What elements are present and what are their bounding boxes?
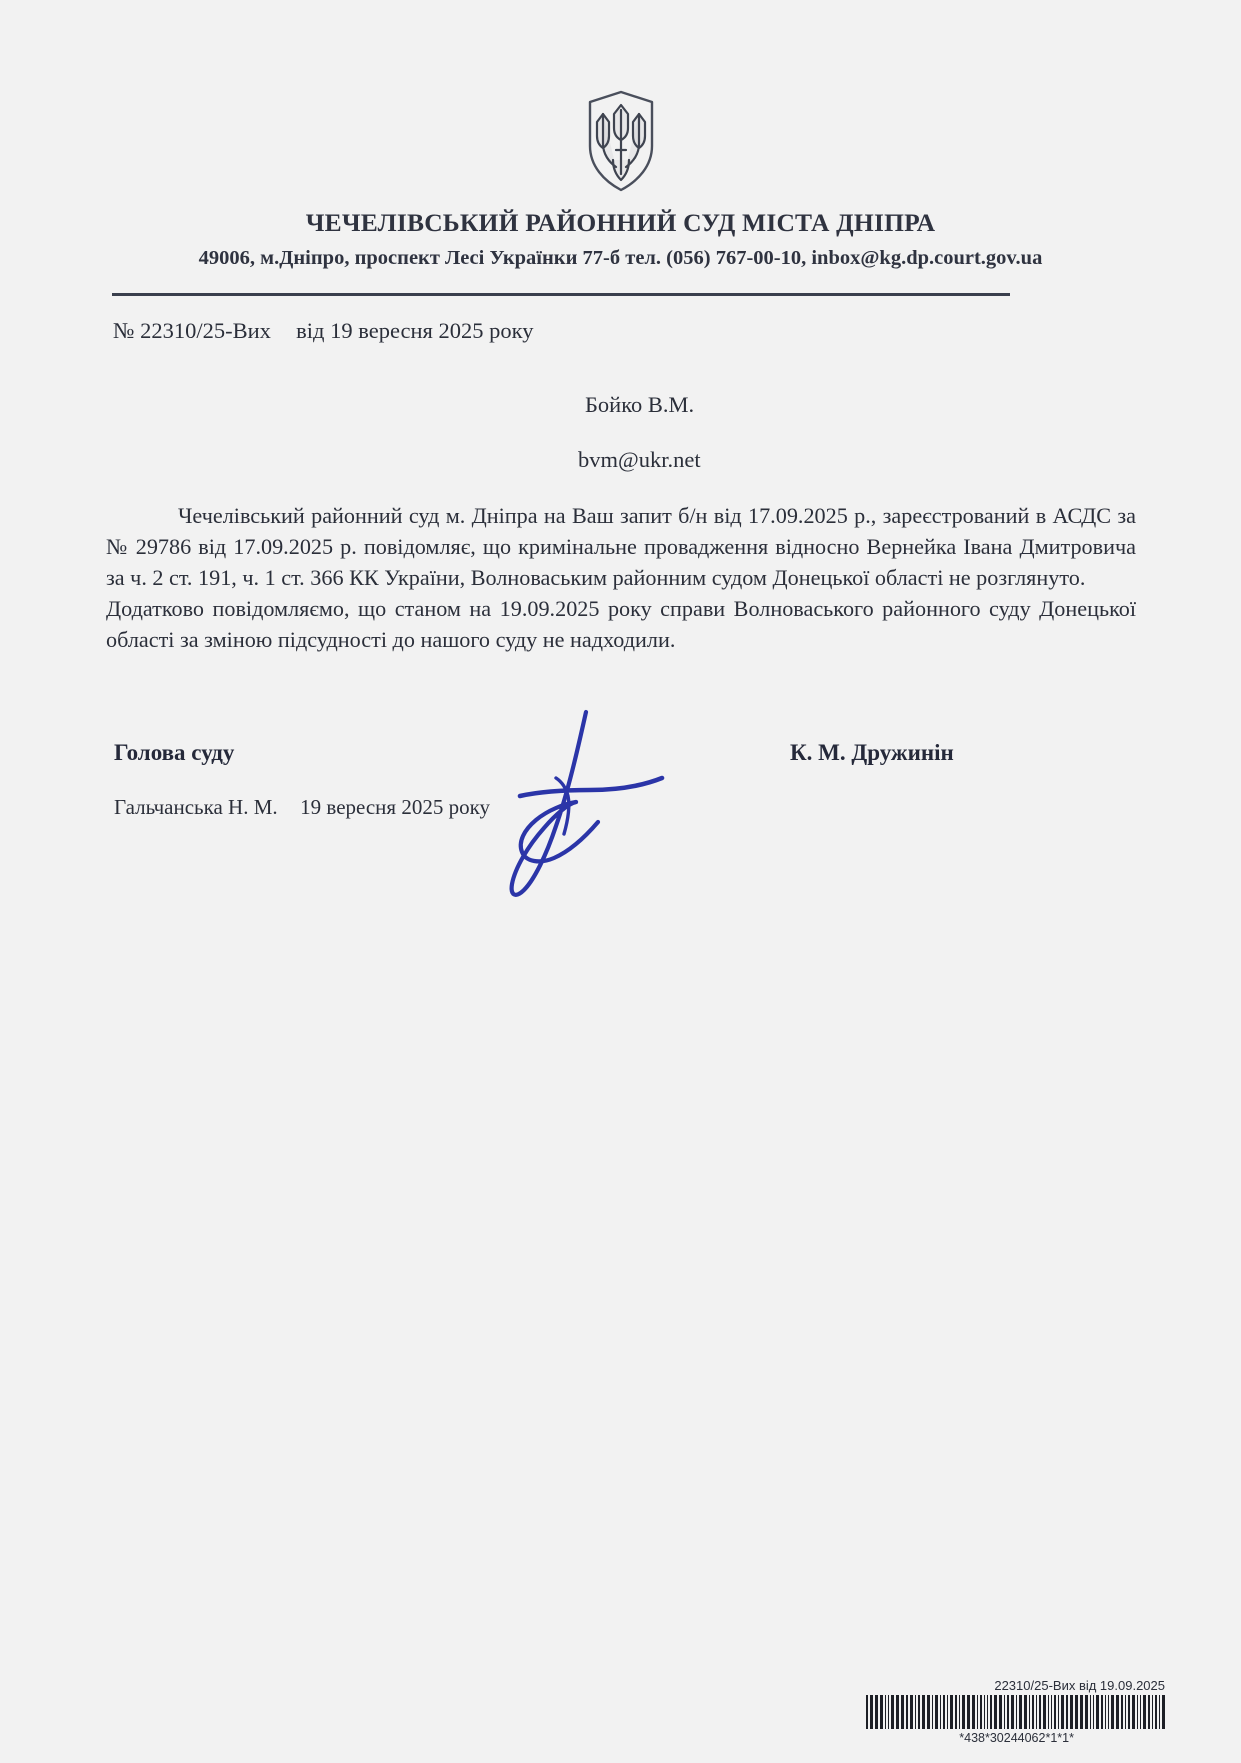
handwritten-signature	[490, 700, 700, 920]
body-paragraph-1: Чечелівський районний суд м. Дніпра на Ваш запит б/н від 17.09.2025 р., зареєстрований в АСДС за № 29786 від 17.09.2025 р. повідомляє, що кримінальне провадження відносно Вернейка Івана Дмитровича за ч. 2 ст. 191, ч. 1 ст. 366 КК України, Волноваським районним судом Донецької області не розглянуто.	[106, 503, 1136, 590]
header-divider	[112, 293, 1010, 296]
barcode-image	[866, 1695, 1167, 1729]
signatory-title: Голова суду	[114, 740, 235, 765]
footer-barcode-code: *438*30244062*1*1*	[959, 1731, 1074, 1745]
body-paragraph-2: Додатково повідомляємо, що станом на 19.09.2025 року справи Волноваського районного суду Донецької області за зміною підсудності до нашого суду не надходили.	[106, 596, 1136, 652]
court-contacts: 49006, м.Дніпро, проспект Лесі Українки 77-б тел. (056) 767-00-10, inbox@kg.dp.court.gov.ua	[198, 247, 1043, 269]
letterhead	[0, 208, 1241, 270]
executor-line	[114, 795, 490, 820]
signatory-name: К. М. Дружинін	[790, 740, 954, 765]
court-name: ЧЕЧЕЛІВСЬКИЙ РАЙОННИЙ СУД МІСТА ДНІПРА	[305, 208, 936, 237]
addressee-name: Бойко В.М.	[585, 392, 695, 417]
letter-body	[106, 500, 1136, 655]
reference-number: № 22310/25-Вих	[113, 318, 271, 343]
addressee-email: bvm@ukr.net	[578, 447, 701, 472]
executor-date: 19 вересня 2025 року	[300, 795, 490, 819]
reference-line	[113, 318, 533, 344]
footer-barcode-block	[0, 1678, 1241, 1745]
executor-name: Гальчанська Н. М.	[114, 795, 278, 819]
footer-reference-text: 22310/25-Вих від 19.09.2025	[994, 1678, 1165, 1693]
coat-of-arms-emblem	[0, 88, 1241, 194]
reference-date: від 19 вересня 2025 року	[296, 318, 534, 343]
